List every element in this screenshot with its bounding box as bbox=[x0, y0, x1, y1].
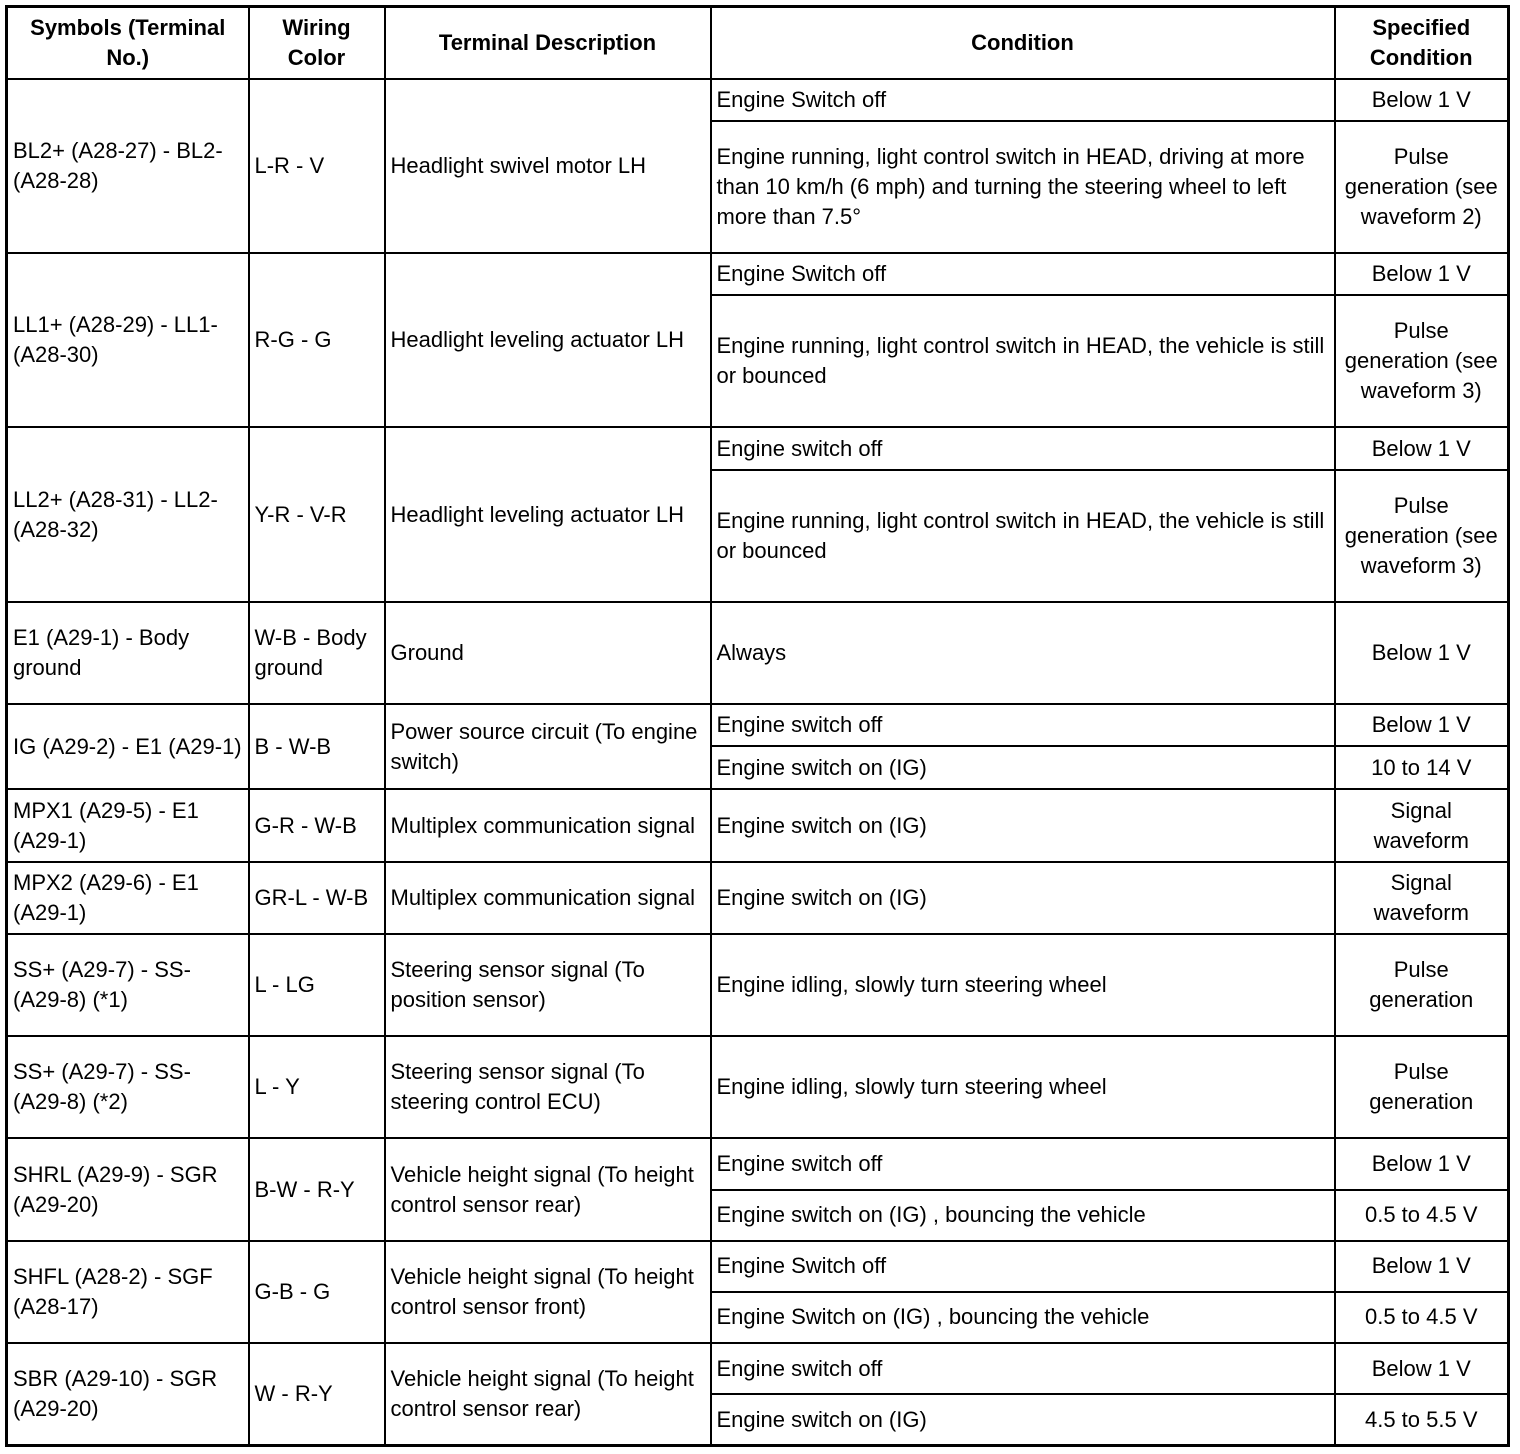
wiring-color-cell: R-G - G bbox=[249, 253, 385, 427]
table-row bbox=[7, 79, 1509, 121]
header-specified-condition: Specified Condition bbox=[1335, 7, 1509, 79]
condition-cell: Engine running, light control switch in HEAD, the vehicle is still or bounced bbox=[711, 470, 1335, 602]
condition-cell: Engine idling, slowly turn steering wheel bbox=[711, 1036, 1335, 1138]
symbol-cell: BL2+ (A28-27) - BL2-(A28-28) bbox=[7, 79, 249, 253]
symbol-cell: LL1+ (A28-29) - LL1- (A28-30) bbox=[7, 253, 249, 427]
symbol-cell: SHRL (A29-9) - SGR (A29-20) bbox=[7, 1138, 249, 1240]
terminal-description-cell: Vehicle height signal (To height control sensor rear) bbox=[385, 1138, 711, 1240]
table-row bbox=[7, 1241, 1509, 1292]
table-row bbox=[7, 253, 1509, 295]
symbol-cell: E1 (A29-1) - Body ground bbox=[7, 602, 249, 704]
specified-condition-cell: Below 1 V bbox=[1335, 427, 1509, 469]
table-row bbox=[7, 427, 1509, 469]
specified-condition-cell: 0.5 to 4.5 V bbox=[1335, 1292, 1509, 1343]
wiring-color-cell: L - LG bbox=[249, 934, 385, 1036]
wiring-color-cell: G-R - W-B bbox=[249, 789, 385, 861]
terminal-description-cell: Steering sensor signal (To position sensor) bbox=[385, 934, 711, 1036]
condition-cell: Engine Switch off bbox=[711, 79, 1335, 121]
condition-cell: Engine Switch off bbox=[711, 253, 1335, 295]
condition-cell: Engine switch on (IG) bbox=[711, 862, 1335, 934]
terminal-description-cell: Power source circuit (To engine switch) bbox=[385, 704, 711, 789]
wiring-color-cell: Y-R - V-R bbox=[249, 427, 385, 601]
specified-condition-cell: Below 1 V bbox=[1335, 602, 1509, 704]
header-terminal-description: Terminal Description bbox=[385, 7, 711, 79]
terminal-description-cell: Steering sensor signal (To steering control ECU) bbox=[385, 1036, 711, 1138]
condition-cell: Always bbox=[711, 602, 1335, 704]
specified-condition-cell: Signal waveform bbox=[1335, 862, 1509, 934]
specified-condition-cell: Signal waveform bbox=[1335, 789, 1509, 861]
condition-cell: Engine switch on (IG) bbox=[711, 789, 1335, 861]
header-symbols: Symbols (Terminal No.) bbox=[7, 7, 249, 79]
condition-cell: Engine running, light control switch in HEAD, driving at more than 10 km/h (6 mph) and turning the steering wheel to left more than 7.5° bbox=[711, 121, 1335, 253]
terminal-description-cell: Multiplex communication signal bbox=[385, 789, 711, 861]
condition-cell: Engine switch on (IG) bbox=[711, 746, 1335, 789]
terminal-description-cell: Multiplex communication signal bbox=[385, 862, 711, 934]
condition-cell: Engine switch off bbox=[711, 1138, 1335, 1189]
terminal-description-cell: Headlight leveling actuator LH bbox=[385, 427, 711, 601]
terminal-description-cell: Headlight swivel motor LH bbox=[385, 79, 711, 253]
terminal-description-cell: Vehicle height signal (To height control sensor rear) bbox=[385, 1343, 711, 1445]
symbol-cell: LL2+ (A28-31) - LL2- (A28-32) bbox=[7, 427, 249, 601]
wiring-color-cell: W-B - Body ground bbox=[249, 602, 385, 704]
condition-cell: Engine switch off bbox=[711, 1343, 1335, 1394]
symbol-cell: SS+ (A29-7) - SS- (A29-8) (*2) bbox=[7, 1036, 249, 1138]
symbol-cell: SS+ (A29-7) - SS- (A29-8) (*1) bbox=[7, 934, 249, 1036]
condition-cell: Engine Switch on (IG) , bouncing the vehicle bbox=[711, 1292, 1335, 1343]
specified-condition-cell: Below 1 V bbox=[1335, 704, 1509, 746]
specified-condition-cell: Pulse generation (see waveform 2) bbox=[1335, 121, 1509, 253]
header-row bbox=[7, 7, 1509, 79]
condition-cell: Engine idling, slowly turn steering wheel bbox=[711, 934, 1335, 1036]
specified-condition-cell: Below 1 V bbox=[1335, 1343, 1509, 1394]
terminal-description-cell: Vehicle height signal (To height control sensor front) bbox=[385, 1241, 711, 1343]
table-row bbox=[7, 862, 1509, 934]
table-row bbox=[7, 602, 1509, 704]
wiring-color-cell: L - Y bbox=[249, 1036, 385, 1138]
wiring-color-cell: B - W-B bbox=[249, 704, 385, 789]
condition-cell: Engine running, light control switch in HEAD, the vehicle is still or bounced bbox=[711, 295, 1335, 427]
wiring-color-cell: G-B - G bbox=[249, 1241, 385, 1343]
symbol-cell: MPX1 (A29-5) - E1 (A29-1) bbox=[7, 789, 249, 861]
specified-condition-cell: Below 1 V bbox=[1335, 1241, 1509, 1292]
table-row bbox=[7, 934, 1509, 1036]
specified-condition-cell: Below 1 V bbox=[1335, 79, 1509, 121]
header-wiring-color: Wiring Color bbox=[249, 7, 385, 79]
table-body bbox=[7, 79, 1509, 1446]
terminal-description-cell: Ground bbox=[385, 602, 711, 704]
condition-cell: Engine switch on (IG) , bouncing the vehicle bbox=[711, 1190, 1335, 1241]
wiring-color-cell: B-W - R-Y bbox=[249, 1138, 385, 1240]
wiring-color-cell: GR-L - W-B bbox=[249, 862, 385, 934]
specified-condition-cell: Pulse generation bbox=[1335, 1036, 1509, 1138]
specified-condition-cell: Pulse generation (see waveform 3) bbox=[1335, 470, 1509, 602]
condition-cell: Engine switch off bbox=[711, 704, 1335, 746]
specified-condition-cell: 0.5 to 4.5 V bbox=[1335, 1190, 1509, 1241]
terminal-description-cell: Headlight leveling actuator LH bbox=[385, 253, 711, 427]
specified-condition-cell: Below 1 V bbox=[1335, 1138, 1509, 1189]
symbol-cell: SBR (A29-10) - SGR (A29-20) bbox=[7, 1343, 249, 1445]
symbol-cell: MPX2 (A29-6) - E1 (A29-1) bbox=[7, 862, 249, 934]
wiring-color-cell: L-R - V bbox=[249, 79, 385, 253]
specified-condition-cell: 10 to 14 V bbox=[1335, 746, 1509, 789]
condition-cell: Engine switch off bbox=[711, 427, 1335, 469]
condition-cell: Engine Switch off bbox=[711, 1241, 1335, 1292]
table-row bbox=[7, 1343, 1509, 1394]
header-condition: Condition bbox=[711, 7, 1335, 79]
specified-condition-cell: Pulse generation (see waveform 3) bbox=[1335, 295, 1509, 427]
specified-condition-cell: Below 1 V bbox=[1335, 253, 1509, 295]
specified-condition-cell: Pulse generation bbox=[1335, 934, 1509, 1036]
table-row bbox=[7, 1036, 1509, 1138]
symbol-cell: SHFL (A28-2) - SGF (A28-17) bbox=[7, 1241, 249, 1343]
table-row bbox=[7, 1138, 1509, 1189]
wiring-color-cell: W - R-Y bbox=[249, 1343, 385, 1445]
table-row bbox=[7, 704, 1509, 746]
symbol-cell: IG (A29-2) - E1 (A29-1) bbox=[7, 704, 249, 789]
table-row bbox=[7, 789, 1509, 861]
condition-cell: Engine switch on (IG) bbox=[711, 1394, 1335, 1445]
specified-condition-cell: 4.5 to 5.5 V bbox=[1335, 1394, 1509, 1445]
terminal-spec-table bbox=[5, 5, 1510, 1447]
